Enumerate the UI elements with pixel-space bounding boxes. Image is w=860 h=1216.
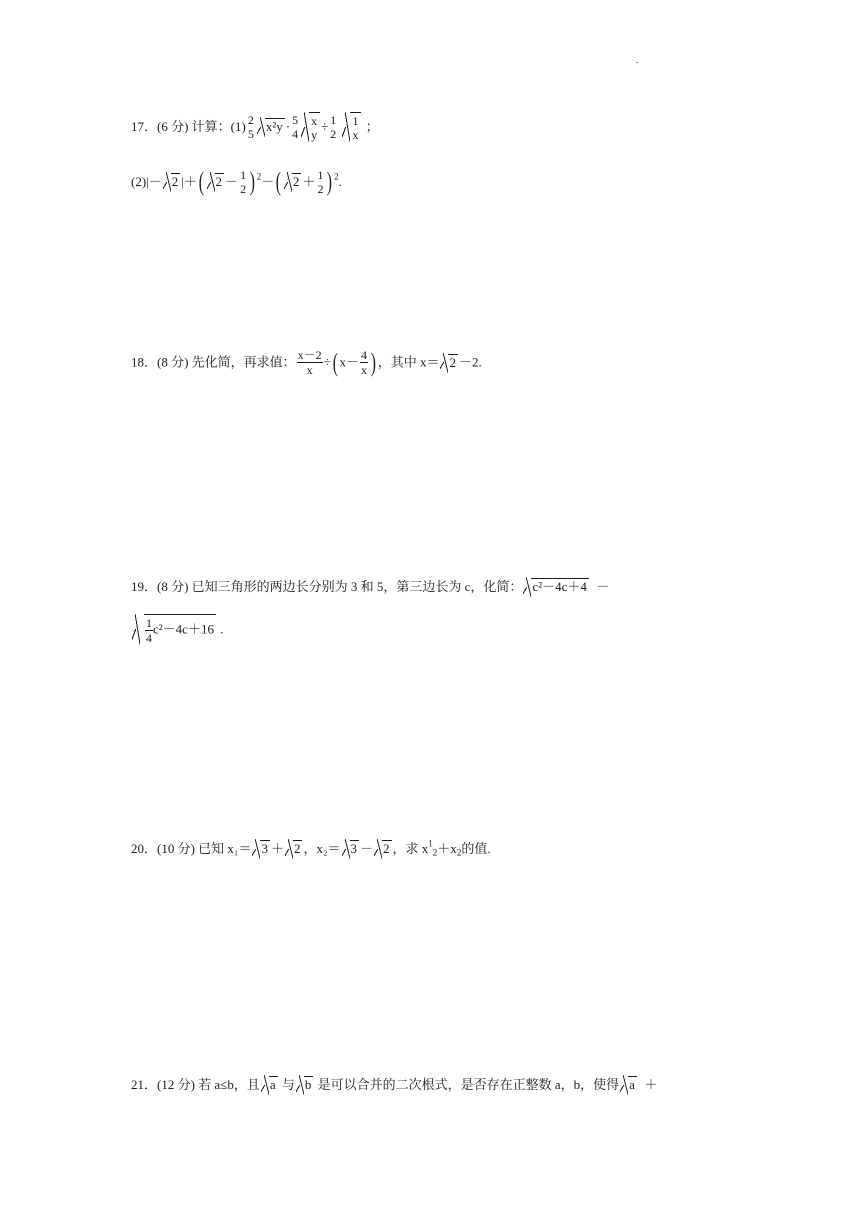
question-17-line-1: 17．(6 分) 计算：(1) 2 5 x²y · 5 4 x y ÷ 1 2 1 x ； [131,113,379,142]
fraction: 1 2 [317,168,324,196]
question-17-label: 17．(6 分) 计算： [131,119,231,134]
radical: x y [301,112,320,142]
question-17-line-2: (2)|－ 2 |＋( 2 － 1 2 ) $^2$－( 2 ＋ 1 2 ) $^2$. [131,167,342,196]
radical: $\frac{1}{4}$ c²－4c＋16 [132,614,216,645]
radical: x²y [257,117,285,137]
part-2-label: (2)|－ [131,174,162,189]
radical: 2 [163,172,181,192]
radical: a [261,1075,278,1095]
question-20-label: 20．(10 分) 已知 x₁＝ [131,841,252,857]
radical: 2 [207,172,225,192]
radical: 2 [285,839,303,859]
radical: 3 [342,839,360,859]
fraction: 5 4 [292,113,299,141]
question-19-label: 19．(8 分) 已知三角形的两边长分别为 3 和 5，第三边长为 c，化简： [131,579,523,595]
question-21: 21．(12 分) 若 a≤b，且 a 与 b 是可以合并的二次根式，是否存在正整数 a，b，使得 a ＋ [131,1074,657,1095]
fraction: $\frac{x-2}{x}$ [297,348,322,377]
question-18: 18．(8 分) 先化简，再求值： $\frac{x-2}{x}$ ÷( x－ $\frac{4}{x}$ ) ，其中 x＝ 2 －2. [131,347,482,377]
question-21-label: 21．(12 分) 若 a≤b，且 [131,1077,260,1093]
radical: c²－4c＋4 [523,577,588,597]
question-19-line-1: 19．(8 分) 已知三角形的两边长分别为 3 和 5，第三边长为 c，化简： c²－4c＋4 － [131,576,609,597]
fraction: $\frac{4}{x}$ [361,348,368,377]
fraction: 1 2 [330,113,337,141]
question-20: 20．(10 分) 已知 x₁＝ 3 ＋ 2 ，x₂＝ 3 － 2 ，求 $x^1_2+x_2$的值. [131,838,491,858]
radical: 1 x [342,112,361,142]
part-1-label: (1) [230,119,246,134]
radical: 3 [252,839,270,859]
question-18-label: 18．(8 分) 先化简，再求值： [131,354,296,370]
fraction: 1 2 [240,168,247,196]
page-marker-dot: . [636,55,639,65]
radical: b [296,1075,314,1095]
radical: 2 [440,353,458,373]
radical: 2 [284,172,302,192]
radical: 2 [374,839,392,859]
radical: a [620,1075,637,1095]
question-19-line-2: $\frac{1}{4}$ c²－4c＋16 . [131,614,223,645]
fraction: 2 5 [247,113,254,141]
